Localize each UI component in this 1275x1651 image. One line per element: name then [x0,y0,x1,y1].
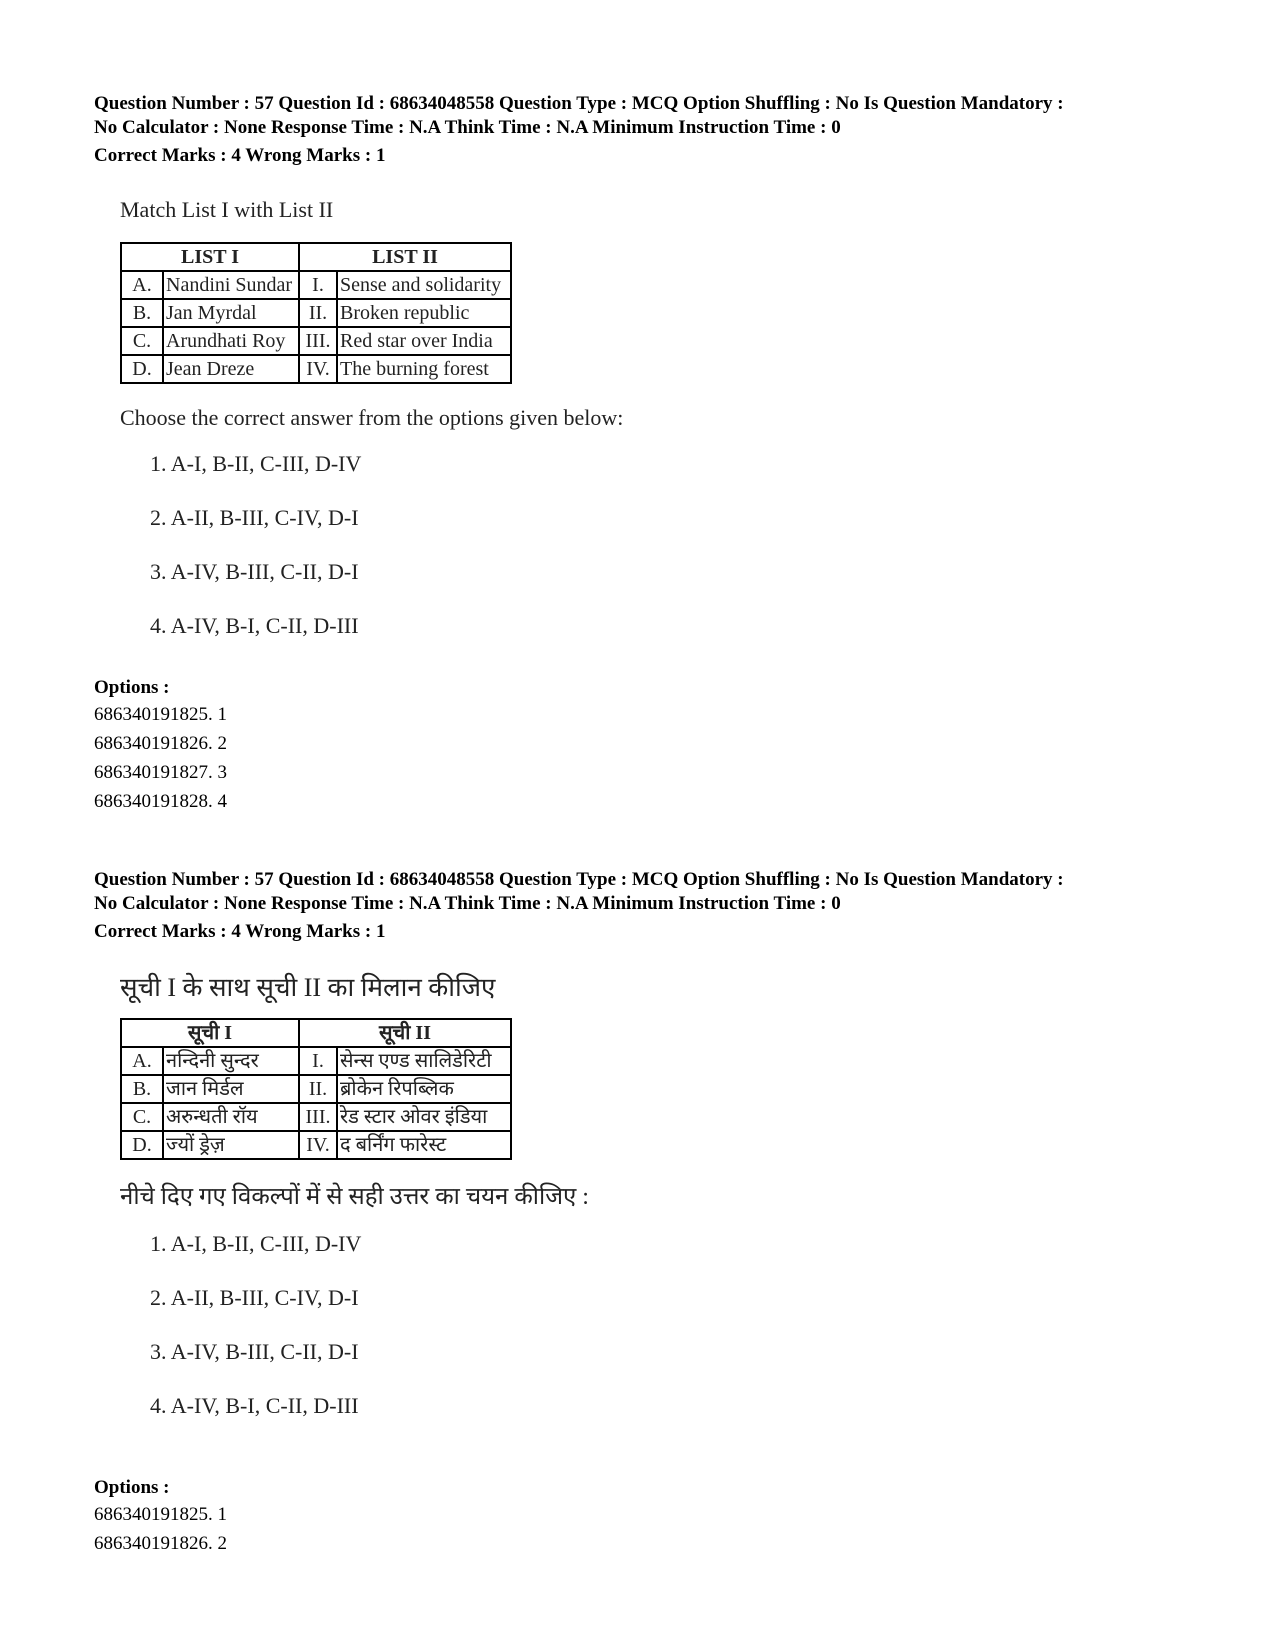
question-header-2 [94,868,1214,944]
list-ii-item: द बर्निंग फारेस्ट [337,1131,511,1159]
list-i-item: Nandini Sundar [163,271,299,299]
row-index: C. [121,1103,163,1131]
list-i-item: जान मिर्डल [163,1075,299,1103]
table-row [121,327,511,355]
list-item: 3. A-IV, B-III, C-II, D-I [150,1339,359,1364]
list-ii-item: Sense and solidarity [337,271,511,299]
option-id: 686340191825. 1 [94,704,227,725]
answer-choices [150,450,623,640]
row-index: D. [121,355,163,383]
match-table [120,242,512,384]
list-i-item: अरुन्धती रॉय [163,1103,299,1131]
question-body-1 [120,196,623,640]
table-row [121,355,511,383]
row-numeral: IV. [299,355,337,383]
question-meta-line1: Question Number : 57 Question Id : 68634048558 Question Type : MCQ Option Shuffling : No Is Question Mandatory : [94,93,1064,114]
row-numeral: II. [299,1075,337,1103]
list-i-header: LIST I [121,243,299,271]
table-row [121,1075,511,1103]
list-ii-header: LIST II [299,243,511,271]
list-item: 4. A-IV, B-I, C-II, D-III [150,1393,359,1418]
list-item: 4. A-IV, B-I, C-II, D-III [150,613,359,638]
list-i-item: ज्यों ड्रेज़ [163,1131,299,1159]
list-item: 2. A-II, B-III, C-IV, D-I [150,1285,359,1310]
list-i-item: नन्दिनी सुन्दर [163,1047,299,1075]
list-ii-item: सेन्स एण्ड सालिडेरिटी [337,1047,511,1075]
option-id: 686340191826. 2 [94,733,227,754]
list-item: 1. A-I, B-II, C-III, D-IV [150,1231,362,1256]
instruction-text: Choose the correct answer from the options given below: [120,405,624,430]
table-row [121,299,511,327]
options-section-2 [94,1476,1214,1558]
option-id: 686340191827. 3 [94,762,227,783]
list-ii-header: सूची II [299,1019,511,1047]
row-index: D. [121,1131,163,1159]
row-numeral: I. [299,271,337,299]
table-row [121,1047,511,1075]
list-i-header: सूची I [121,1019,299,1047]
row-index: B. [121,299,163,327]
list-item: 1. A-I, B-II, C-III, D-IV [150,451,362,476]
table-row [121,271,511,299]
table-row [121,1103,511,1131]
row-index: C. [121,327,163,355]
question-stem: Match List I with List II [120,197,334,222]
question-marks: Correct Marks : 4 Wrong Marks : 1 [94,921,386,942]
option-id: 686340191828. 4 [94,791,227,812]
list-ii-item: रेड स्टार ओवर इंडिया [337,1103,511,1131]
list-item: 2. A-II, B-III, C-IV, D-I [150,505,359,530]
question-meta-line1: Question Number : 57 Question Id : 68634048558 Question Type : MCQ Option Shuffling : No Is Question Mandatory : [94,869,1064,890]
question-meta-line2: No Calculator : None Response Time : N.A Think Time : N.A Minimum Instruction Time : 0 [94,893,841,914]
options-label: Options : [94,677,170,698]
option-id: 686340191826. 2 [94,1533,227,1554]
question-stem: सूची I के साथ सूची II का मिलान कीजिए [120,973,496,1002]
match-table [120,1018,512,1160]
instruction-text: नीचे दिए गए विकल्पों में से सही उत्तर का चयन कीजिए : [120,1184,589,1210]
question-header-1 [94,92,1214,168]
row-index: B. [121,1075,163,1103]
row-numeral: I. [299,1047,337,1075]
answer-choices [150,1230,589,1420]
list-item: 3. A-IV, B-III, C-II, D-I [150,559,359,584]
list-ii-item: The burning forest [337,355,511,383]
list-i-item: Jean Dreze [163,355,299,383]
list-i-item: Arundhati Roy [163,327,299,355]
list-ii-item: Broken republic [337,299,511,327]
question-body-2 [120,972,589,1420]
option-id: 686340191825. 1 [94,1504,227,1525]
row-index: A. [121,271,163,299]
row-numeral: II. [299,299,337,327]
list-ii-item: ब्रोकेन रिपब्लिक [337,1075,511,1103]
row-numeral: III. [299,327,337,355]
question-meta-line2: No Calculator : None Response Time : N.A Think Time : N.A Minimum Instruction Time : 0 [94,117,841,138]
list-i-item: Jan Myrdal [163,299,299,327]
table-row [121,1131,511,1159]
row-index: A. [121,1047,163,1075]
row-numeral: III. [299,1103,337,1131]
question-marks: Correct Marks : 4 Wrong Marks : 1 [94,145,386,166]
options-label: Options : [94,1477,170,1498]
row-numeral: IV. [299,1131,337,1159]
options-section-1 [94,676,1214,816]
list-ii-item: Red star over India [337,327,511,355]
